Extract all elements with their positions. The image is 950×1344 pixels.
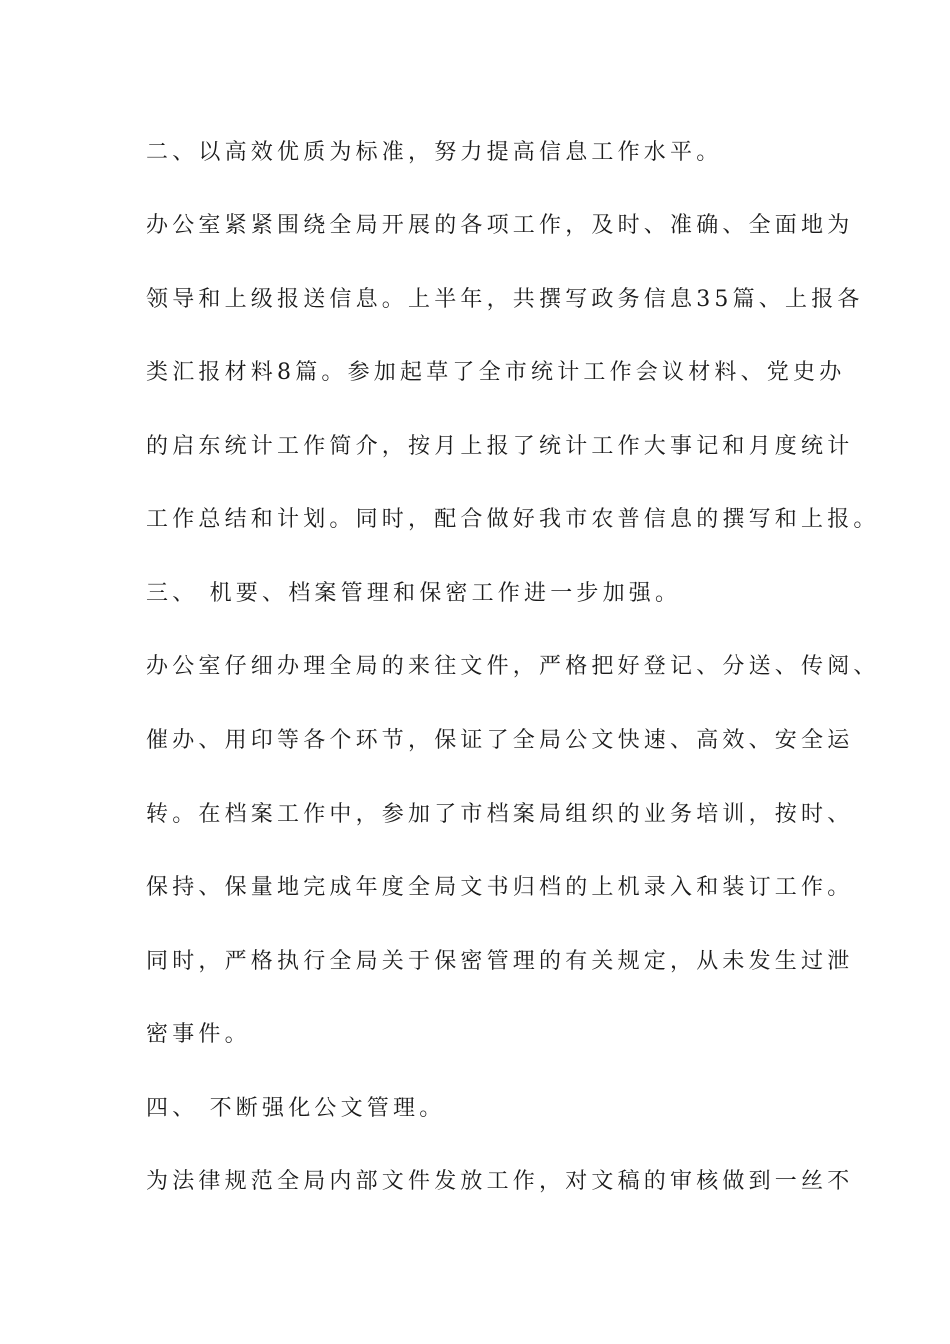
paragraph-line: 的启东统计工作简介，按月上报了统计工作大事记和月度统计: [146, 434, 854, 459]
heading-section-three: 三、 机要、档案管理和保密工作进一步加强。: [146, 581, 682, 606]
paragraph-line: 保持、保量地完成年度全局文书归档的上机录入和装订工作。: [146, 875, 854, 900]
paragraph-line: 办公室仔细办理全局的来往文件，严格把好登记、分送、传阅、: [146, 654, 880, 679]
heading-section-two: 二、以高效优质为标准，努力提高信息工作水平。: [146, 140, 723, 165]
paragraph-line: 催办、用印等各个环节，保证了全局公文快速、高效、安全运: [146, 728, 854, 753]
paragraph-line: 领导和上级报送信息。上半年，共撰写政务信息35篇、上报各: [146, 287, 864, 312]
paragraph-line: 为法律规范全局内部文件发放工作，对文稿的审核做到一丝不: [146, 1169, 854, 1194]
heading-section-four: 四、 不断强化公文管理。: [146, 1096, 446, 1121]
paragraph-line: 同时，严格执行全局关于保密管理的有关规定，从未发生过泄: [146, 949, 854, 974]
paragraph-line: 转。在档案工作中，参加了市档案局组织的业务培训，按时、: [146, 802, 854, 827]
paragraph-line: 工作总结和计划。同时，配合做好我市农普信息的撰写和上报。: [146, 507, 880, 532]
paragraph-line: 类汇报材料8篇。参加起草了全市统计工作会议材料、党史办: [146, 360, 846, 385]
paragraph-line: 密事件。: [146, 1022, 251, 1047]
paragraph-line: 办公室紧紧围绕全局开展的各项工作，及时、准确、全面地为: [146, 213, 854, 238]
